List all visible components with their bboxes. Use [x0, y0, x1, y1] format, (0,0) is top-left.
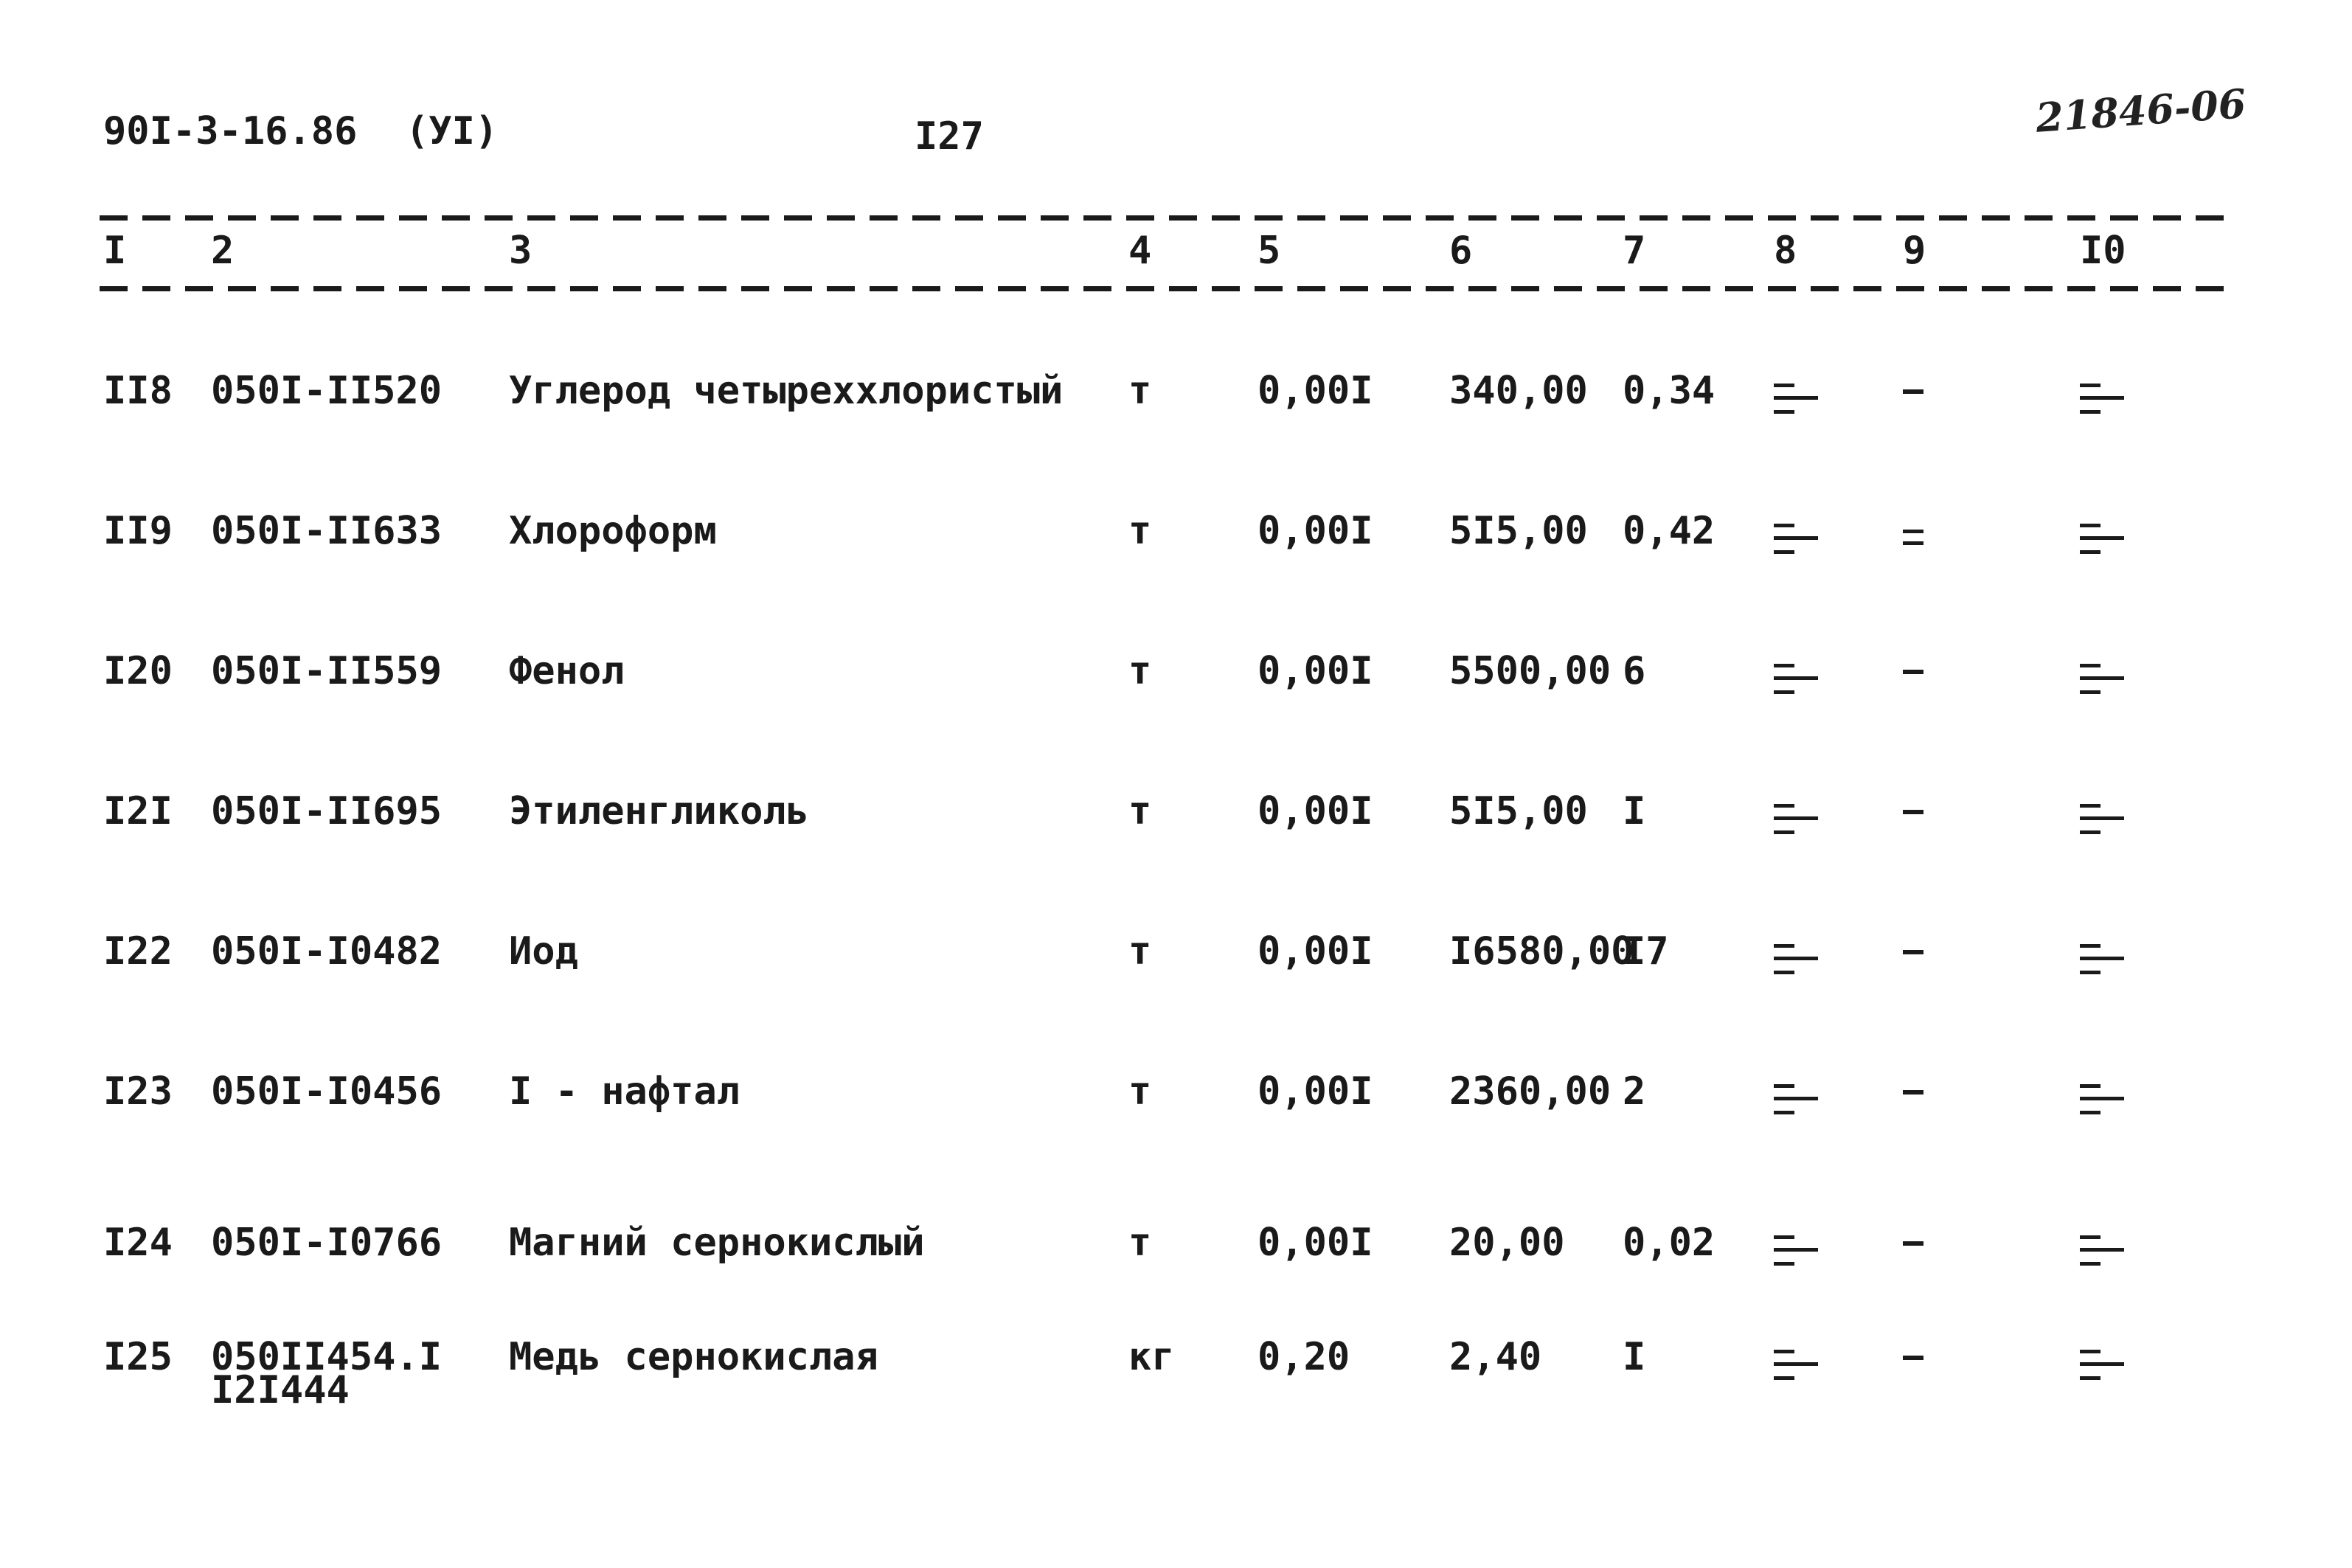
- unit-of-measure: т: [1128, 509, 1152, 553]
- table-row: [0, 649, 2352, 723]
- unit-price: 5I5,00: [1449, 509, 1588, 553]
- unit-price: 20,00: [1449, 1221, 1565, 1265]
- quantity: 0,00I: [1257, 369, 1373, 413]
- column-10-ditto-mark: [2080, 524, 2124, 571]
- material-name: Магний сернокислый: [509, 1221, 925, 1265]
- unit-price: 5500,00: [1449, 649, 1612, 693]
- resource-code: 050I-I0482: [211, 929, 443, 974]
- column-9-dash-mark: [1903, 1090, 1923, 1095]
- resource-code: 050I-I0456: [211, 1069, 443, 1114]
- column-9-dash-mark: [1903, 670, 1923, 674]
- resource-code: 050I-II695: [211, 789, 443, 833]
- column-10-ditto-mark: [2080, 384, 2124, 431]
- unit-of-measure: т: [1128, 369, 1152, 413]
- total-cost: 0,02: [1623, 1221, 1716, 1265]
- document-code: 90I-3-16.86: [103, 109, 358, 153]
- column-8-ditto-mark: [1774, 944, 1818, 991]
- resource-code-line2: I2I444: [211, 1368, 350, 1412]
- row-number: I2I: [103, 789, 173, 833]
- column-10-ditto-mark: [2080, 804, 2124, 851]
- resource-code: 050I-II633: [211, 509, 443, 553]
- quantity: 0,00I: [1257, 789, 1373, 833]
- row-number: II8: [103, 369, 173, 413]
- material-name: I - нафтал: [509, 1069, 740, 1114]
- column-8-ditto-mark: [1774, 1235, 1818, 1283]
- material-name: Хлороформ: [509, 509, 717, 553]
- total-cost: I: [1623, 789, 1646, 833]
- unit-of-measure: т: [1128, 929, 1152, 974]
- row-number: I23: [103, 1069, 173, 1114]
- column-number-3: 3: [509, 229, 533, 273]
- column-number-1: I: [103, 229, 127, 273]
- row-number: I20: [103, 649, 173, 693]
- column-8-ditto-mark: [1774, 804, 1818, 851]
- unit-of-measure: т: [1128, 649, 1152, 693]
- row-number: II9: [103, 509, 173, 553]
- resource-code: 050I-II520: [211, 369, 443, 413]
- total-cost: I7: [1623, 929, 1669, 974]
- quantity: 0,00I: [1257, 649, 1373, 693]
- table-row: [0, 369, 2352, 443]
- row-number: I24: [103, 1221, 173, 1265]
- material-name: Иод: [509, 929, 578, 974]
- quantity: 0,00I: [1257, 509, 1373, 553]
- unit-price: 340,00: [1449, 369, 1588, 413]
- column-number-10: I0: [2080, 229, 2126, 273]
- material-name: Медь сернокислая: [509, 1335, 878, 1379]
- column-10-ditto-mark: [2080, 1084, 2124, 1131]
- column-number-6: 6: [1449, 229, 1473, 273]
- column-10-ditto-mark: [2080, 1350, 2124, 1397]
- column-number-4: 4: [1128, 229, 1152, 273]
- unit-price: I6580,00: [1449, 929, 1634, 974]
- album-number: (УI): [406, 109, 499, 153]
- header-bottom-rule: [100, 286, 2231, 291]
- total-cost: 6: [1623, 649, 1646, 693]
- unit-price: 5I5,00: [1449, 789, 1588, 833]
- column-10-ditto-mark: [2080, 1235, 2124, 1283]
- column-number-9: 9: [1903, 229, 1926, 273]
- column-8-ditto-mark: [1774, 664, 1818, 711]
- unit-of-measure: кг: [1128, 1335, 1175, 1379]
- column-number-5: 5: [1257, 229, 1281, 273]
- quantity: 0,20: [1257, 1335, 1350, 1379]
- table-row: [0, 1069, 2352, 1143]
- unit-of-measure: т: [1128, 1221, 1152, 1265]
- column-9-dash-mark: [1903, 950, 1923, 954]
- material-name: Фенол: [509, 649, 625, 693]
- page-number: I27: [915, 114, 984, 159]
- unit-of-measure: т: [1128, 1069, 1152, 1114]
- column-8-ditto-mark: [1774, 524, 1818, 571]
- resource-code: 050I-I0766: [211, 1221, 443, 1265]
- table-row: [0, 929, 2352, 1003]
- quantity: 0,00I: [1257, 929, 1373, 974]
- quantity: 0,00I: [1257, 1221, 1373, 1265]
- column-8-ditto-mark: [1774, 1084, 1818, 1131]
- column-9-dash-mark: [1903, 389, 1923, 394]
- column-number-7: 7: [1623, 229, 1646, 273]
- table-row: [0, 509, 2352, 583]
- column-9-dash-mark: [1903, 1356, 1923, 1360]
- resource-code: 050I-II559: [211, 649, 443, 693]
- material-name: Этиленгликоль: [509, 789, 809, 833]
- column-number-2: 2: [211, 229, 235, 273]
- unit-of-measure: т: [1128, 789, 1152, 833]
- column-10-ditto-mark: [2080, 944, 2124, 991]
- header-top-rule: [100, 215, 2231, 221]
- table-row: [0, 789, 2352, 863]
- column-9-dash-mark: [1903, 810, 1923, 814]
- total-cost: 0,42: [1623, 509, 1716, 553]
- unit-price: 2,40: [1449, 1335, 1542, 1379]
- column-9-dash-mark: [1903, 1241, 1923, 1246]
- table-row: [0, 1221, 2352, 1294]
- column-9-equals-mark: [1903, 524, 1947, 571]
- quantity: 0,00I: [1257, 1069, 1373, 1114]
- row-number: I25: [103, 1335, 173, 1379]
- total-cost: I: [1623, 1335, 1646, 1379]
- unit-price: 2360,00: [1449, 1069, 1612, 1114]
- inventory-stamp: 21846-06: [2034, 80, 2248, 142]
- row-number: I22: [103, 929, 173, 974]
- resource-code: 050II454.I: [211, 1335, 443, 1379]
- material-name: Углерод четыреххлористый: [509, 369, 1064, 413]
- total-cost: 2: [1623, 1069, 1646, 1114]
- table-row: [0, 1335, 2352, 1412]
- column-8-ditto-mark: [1774, 1350, 1818, 1397]
- column-8-ditto-mark: [1774, 384, 1818, 431]
- column-10-ditto-mark: [2080, 664, 2124, 711]
- column-number-8: 8: [1774, 229, 1797, 273]
- total-cost: 0,34: [1623, 369, 1716, 413]
